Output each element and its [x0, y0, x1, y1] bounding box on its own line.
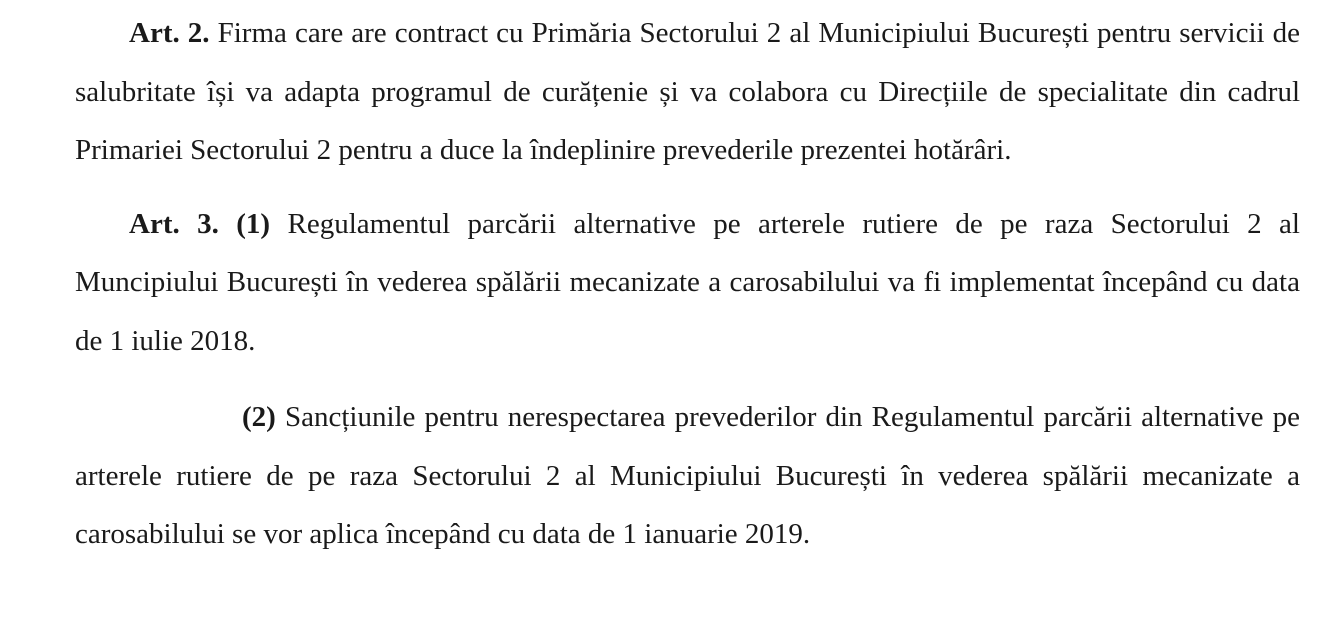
document-page: [75, 0, 1300, 564]
paragraph-1-text: Regulamentul parcării alternative pe arterele rutiere de pe raza Sectorului 2 al Muncipiului București în vederea spălării mecanizate a carosabilului va fi implementat începând cu data de 1 iulie 2018.: [75, 207, 1300, 357]
article-2-label: Art. 2.: [129, 17, 210, 49]
article-3-paragraph-1: [75, 195, 1300, 371]
paragraph-2-label: (2): [242, 401, 276, 433]
paragraph-1-label: (1): [236, 207, 271, 240]
article-2: [75, 0, 1300, 180]
article-3-label: Art. 3.: [129, 207, 219, 240]
paragraph-2-text: Sancțiunile pentru nerespectarea prevederilor din Regulamentul parcării alternative pe arterele rutiere de pe raza Sectorului 2 al Municipiului București în vederea spălării mecanizate a carosabilului se vor aplica începând cu data de 1 ianuarie 2019.: [75, 401, 1300, 550]
article-3-paragraph-2: [75, 388, 1300, 564]
article-2-text: Firma care are contract cu Primăria Sectorului 2 al Municipiului București pentru servicii de salubritate își va adapta programul de curățenie și va colabora cu Direcțiile de specialitate din cadrul Primariei Sectorului 2 pentru a duce la îndeplinire prevederile prezentei hotărâri.: [75, 17, 1300, 166]
